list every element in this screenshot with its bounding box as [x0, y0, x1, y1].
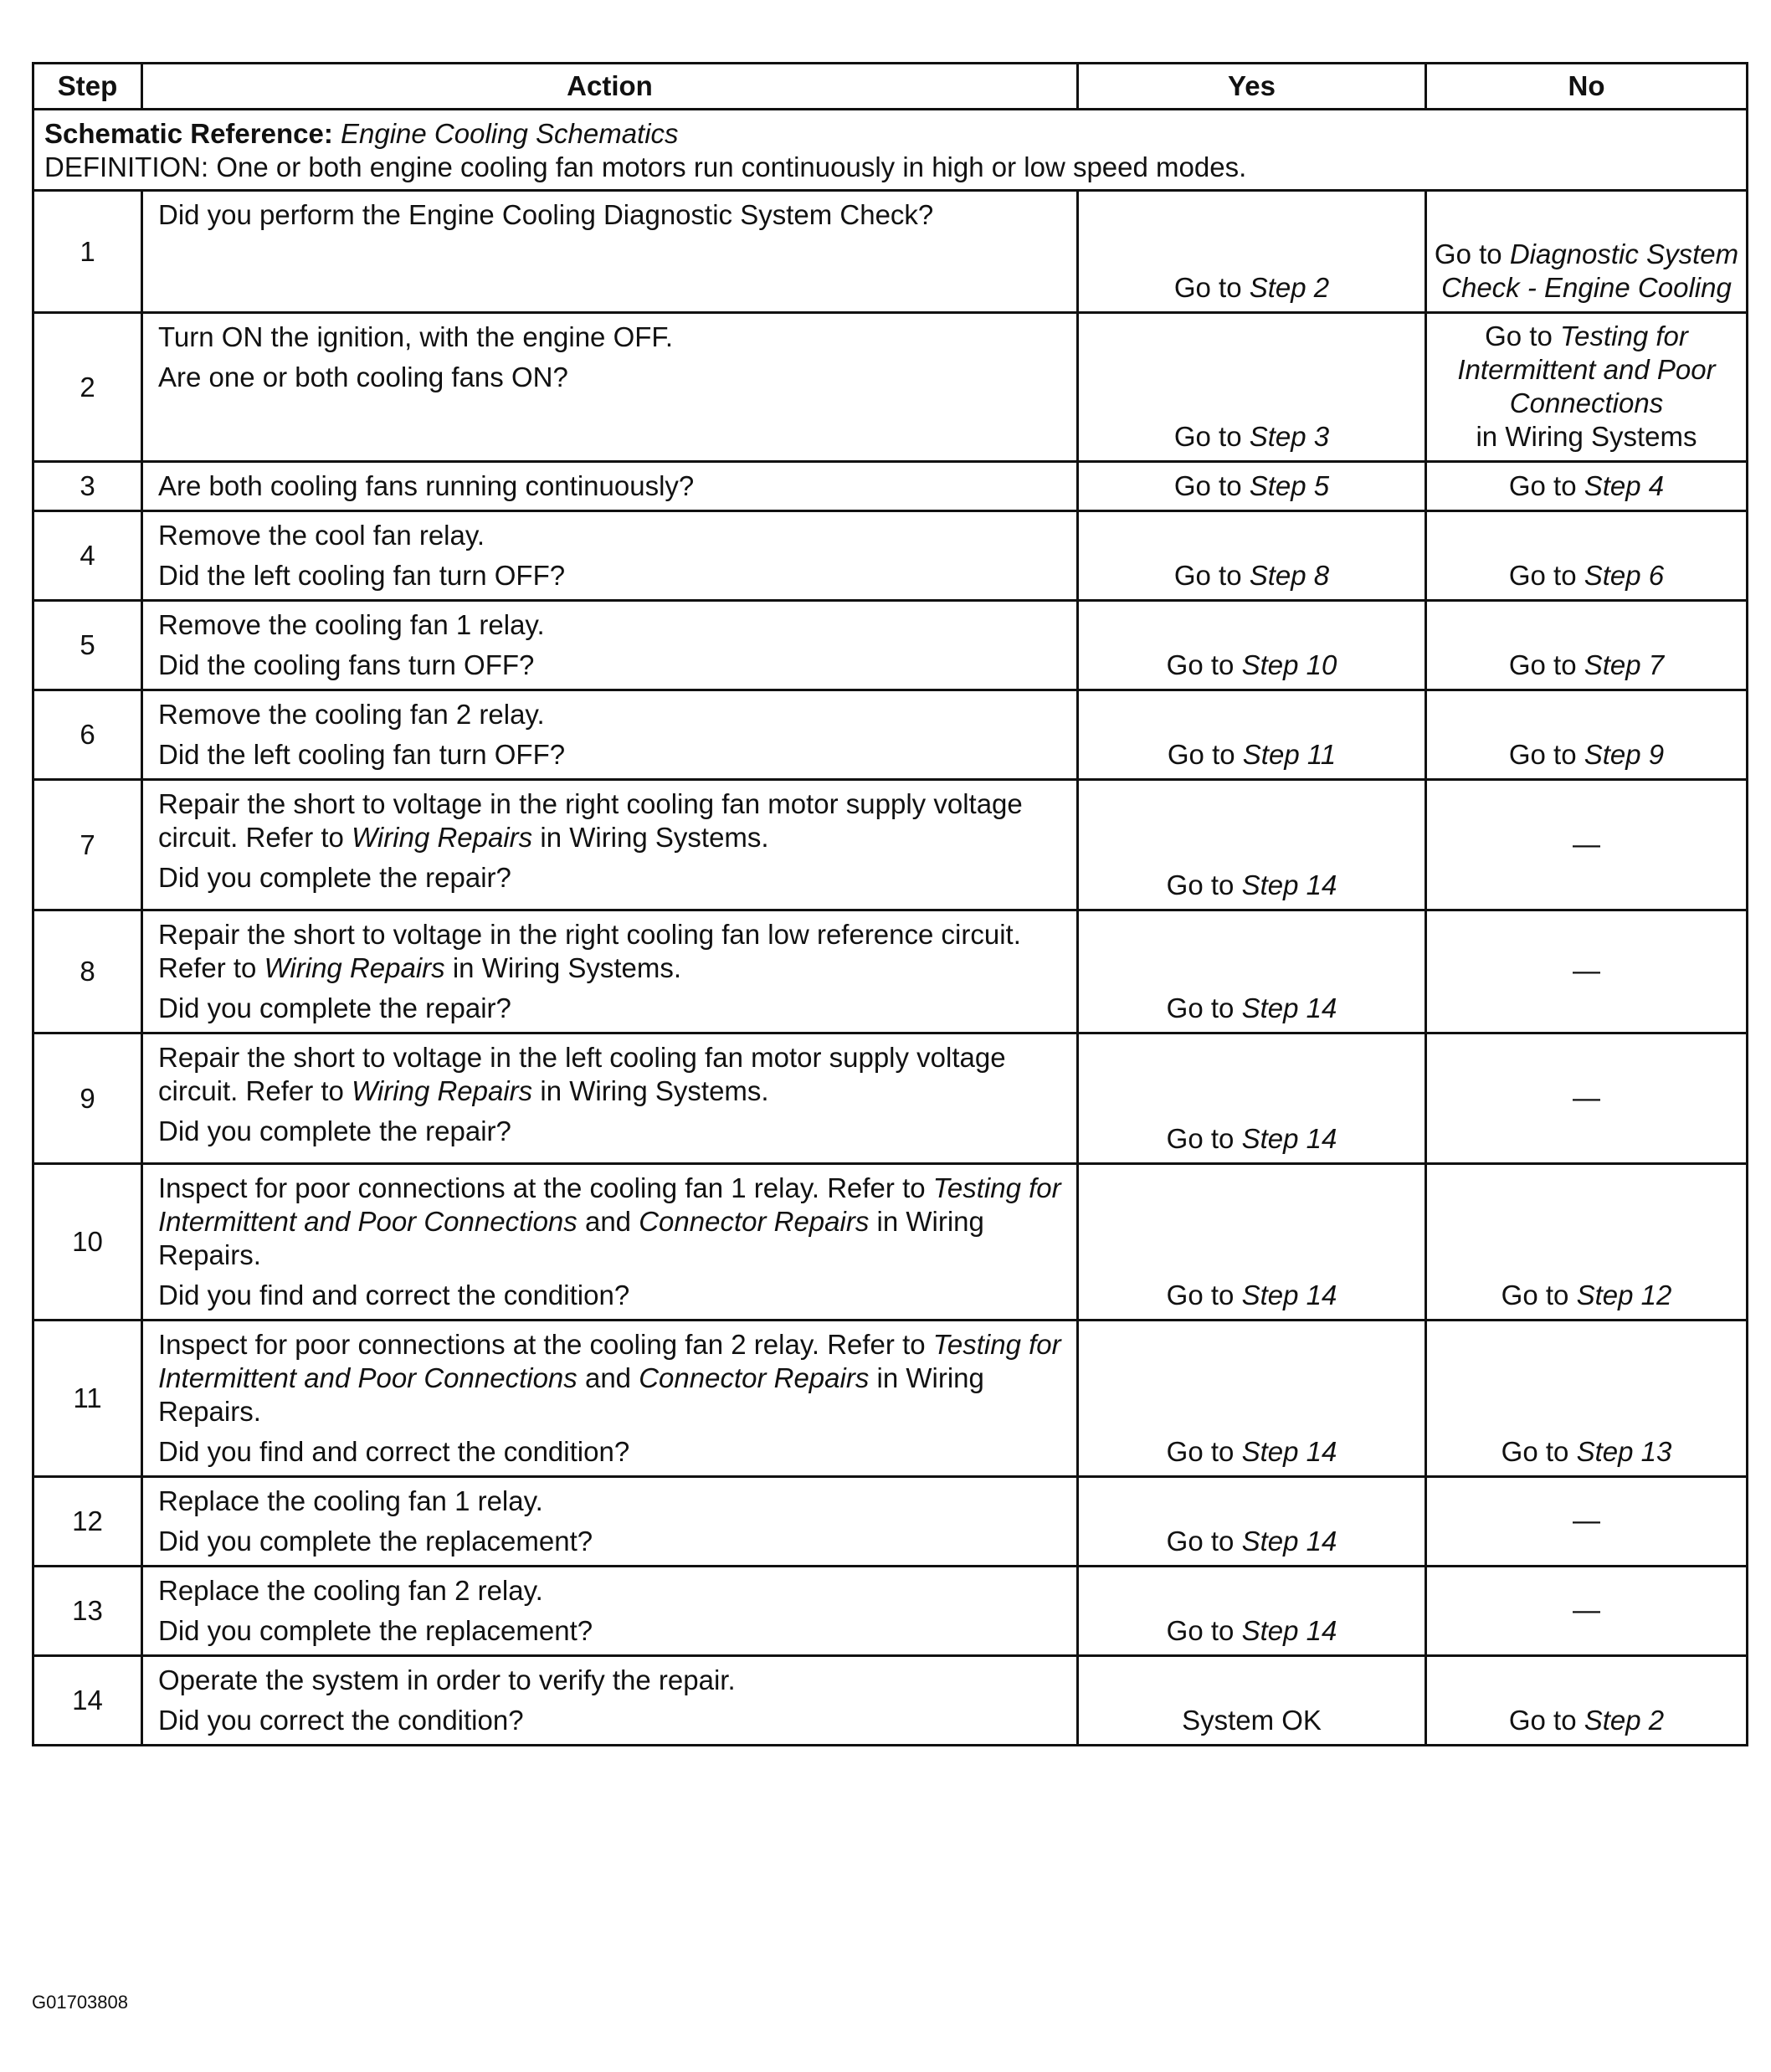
action-text-end: in Wiring Systems. [540, 1075, 769, 1106]
action-cell [142, 191, 1078, 313]
no-step-link[interactable]: Step 2 [1584, 1705, 1665, 1736]
table-row [33, 910, 1748, 1033]
action-cell [142, 1567, 1078, 1656]
action-body [158, 608, 1063, 642]
header-no: No [1426, 64, 1748, 110]
action-body [158, 519, 1063, 552]
action-question: Did the left cooling fan turn OFF? [158, 560, 566, 591]
no-step-link[interactable]: Step 9 [1584, 739, 1665, 770]
step-number: 11 [33, 1321, 142, 1477]
no-cell [1426, 191, 1748, 313]
action-cell [142, 1164, 1078, 1321]
no-step-link[interactable]: Step 6 [1584, 560, 1665, 591]
step-number: 5 [33, 601, 142, 690]
action-reference-2: Connector Repairs [639, 1362, 870, 1393]
no-prefix: Go to [1508, 649, 1577, 680]
yes-prefix: Go to [1166, 1123, 1235, 1154]
action-reference: Wiring Repairs [264, 952, 445, 983]
action-text: Did you perform the Engine Cooling Diagnostic System Check? [158, 199, 934, 230]
no-text: — [1573, 1081, 1600, 1113]
yes-prefix: Go to [1173, 470, 1242, 501]
action-cell [142, 601, 1078, 690]
yes-step-link[interactable]: Step 14 [1241, 1280, 1337, 1310]
action-body [158, 321, 1063, 354]
yes-prefix: Go to [1166, 992, 1235, 1023]
action-text: Replace the cooling fan 2 relay. [158, 1575, 543, 1606]
action-reference: Testing for Intermittent and Poor Connections [158, 1329, 1061, 1393]
no-text: — [1573, 1594, 1600, 1625]
no-step-link[interactable]: Step 12 [1576, 1280, 1672, 1310]
no-text: — [1573, 955, 1600, 986]
yes-prefix: Go to [1166, 1280, 1235, 1310]
action-body [158, 1664, 1063, 1697]
no-suffix: in Wiring Systems [1476, 421, 1697, 452]
action-text-end: in Wiring Repairs. [158, 1206, 984, 1270]
step-number: 10 [33, 1164, 142, 1321]
yes-cell [1078, 462, 1426, 511]
yes-text: System OK [1182, 1705, 1322, 1736]
action-body [158, 1485, 1063, 1518]
action-text-end: in Wiring Systems. [452, 952, 682, 983]
yes-step-link[interactable]: Step 3 [1249, 421, 1330, 452]
step-number: 8 [33, 910, 142, 1033]
action-text: Repair the short to voltage in the right cooling fan motor supply voltage circuit. Refer to [158, 788, 1023, 853]
schematic-reference-value: Engine Cooling Schematics [341, 118, 679, 149]
action-text: Remove the cooling fan 2 relay. [158, 699, 545, 730]
yes-step-link[interactable]: Step 5 [1249, 470, 1330, 501]
step-number: 1 [33, 191, 142, 313]
action-question: Did you complete the replacement? [158, 1526, 593, 1557]
diagnostic-table [32, 62, 1748, 1746]
yes-cell [1078, 1477, 1426, 1567]
header-action: Action [142, 64, 1078, 110]
no-cell [1426, 1477, 1748, 1567]
no-cell [1426, 1567, 1748, 1656]
action-question: Did the left cooling fan turn OFF? [158, 739, 566, 770]
table-row [33, 780, 1748, 910]
no-prefix: Go to [1485, 321, 1553, 351]
table-row [33, 1164, 1748, 1321]
action-question: Did you correct the condition? [158, 1705, 524, 1736]
table-row [33, 690, 1748, 780]
yes-step-link[interactable]: Step 14 [1241, 992, 1337, 1023]
action-question: Did you find and correct the condition? [158, 1280, 630, 1310]
no-cell [1426, 1033, 1748, 1164]
no-cell [1426, 511, 1748, 601]
table-row [33, 1477, 1748, 1567]
action-body [158, 469, 1063, 503]
no-step-link[interactable]: Step 7 [1584, 649, 1665, 680]
no-cell [1426, 690, 1748, 780]
table-row [33, 601, 1748, 690]
action-body [158, 198, 1063, 232]
no-step-link[interactable]: Diagnostic System Check - Engine Cooling [1441, 238, 1739, 303]
action-text: Repair the short to voltage in the right cooling fan low reference circuit. Refer to [158, 919, 1021, 983]
no-prefix: Go to [1508, 739, 1577, 770]
header-row [33, 64, 1748, 110]
action-text: Inspect for poor connections at the cooling fan 1 relay. Refer to [158, 1172, 926, 1203]
action-text: Remove the cooling fan 1 relay. [158, 609, 545, 640]
no-cell [1426, 462, 1748, 511]
step-number: 9 [33, 1033, 142, 1164]
yes-prefix: Go to [1173, 560, 1242, 591]
yes-prefix: Go to [1167, 739, 1235, 770]
action-cell [142, 690, 1078, 780]
action-text: Inspect for poor connections at the cooling fan 2 relay. Refer to [158, 1329, 926, 1360]
action-cell [142, 462, 1078, 511]
action-cell [142, 313, 1078, 462]
action-reference: Testing for Intermittent and Poor Connections [158, 1172, 1061, 1237]
yes-prefix: Go to [1166, 1436, 1235, 1467]
action-question: Did you find and correct the condition? [158, 1436, 630, 1467]
yes-step-link[interactable]: Step 8 [1249, 560, 1330, 591]
no-prefix: Go to [1508, 1705, 1577, 1736]
yes-cell [1078, 1656, 1426, 1746]
no-cell [1426, 601, 1748, 690]
yes-step-link[interactable]: Step 14 [1241, 1123, 1337, 1154]
yes-cell [1078, 1164, 1426, 1321]
step-number: 3 [33, 462, 142, 511]
no-cell [1426, 780, 1748, 910]
yes-step-link[interactable]: Step 14 [1241, 1615, 1337, 1646]
no-prefix: Go to [1501, 1280, 1569, 1310]
yes-prefix: Go to [1166, 869, 1235, 900]
yes-step-link[interactable]: Step 10 [1241, 649, 1337, 680]
action-question: Did you complete the repair? [158, 992, 511, 1023]
yes-cell [1078, 1567, 1426, 1656]
action-text-end: in Wiring Repairs. [158, 1362, 984, 1427]
yes-cell [1078, 690, 1426, 780]
no-prefix: Go to [1508, 560, 1577, 591]
action-reference: Wiring Repairs [352, 822, 533, 853]
action-question: Are one or both cooling fans ON? [158, 362, 568, 392]
action-text: Turn ON the ignition, with the engine OFF. [158, 321, 674, 352]
step-number: 14 [33, 1656, 142, 1746]
no-cell [1426, 1321, 1748, 1477]
action-body [158, 698, 1063, 731]
no-prefix: Go to [1501, 1436, 1569, 1467]
yes-cell [1078, 191, 1426, 313]
table-row [33, 1321, 1748, 1477]
action-body [158, 918, 1063, 985]
yes-step-link[interactable]: Step 2 [1249, 272, 1330, 303]
schematic-reference-label: Schematic Reference: [44, 118, 333, 149]
no-cell [1426, 1164, 1748, 1321]
yes-cell [1078, 780, 1426, 910]
yes-step-link[interactable]: Step 11 [1242, 739, 1337, 770]
yes-cell [1078, 601, 1426, 690]
no-text: — [1573, 828, 1600, 859]
yes-step-link[interactable]: Step 14 [1241, 869, 1337, 900]
yes-cell [1078, 910, 1426, 1033]
step-number: 6 [33, 690, 142, 780]
header-yes: Yes [1078, 64, 1426, 110]
action-cell [142, 910, 1078, 1033]
action-conjunction: and [584, 1362, 632, 1393]
figure-id: G01703808 [32, 1992, 128, 2013]
yes-prefix: Go to [1166, 649, 1235, 680]
action-reference: Wiring Repairs [352, 1075, 533, 1106]
action-cell [142, 1033, 1078, 1164]
yes-step-link[interactable]: Step 14 [1241, 1436, 1337, 1467]
step-number: 4 [33, 511, 142, 601]
action-cell [142, 1656, 1078, 1746]
yes-cell [1078, 1033, 1426, 1164]
table-row [33, 313, 1748, 462]
yes-step-link[interactable]: Step 14 [1241, 1526, 1337, 1557]
no-step-link[interactable]: Testing for Intermittent and Poor Connections [1457, 321, 1716, 418]
no-step-link[interactable]: Step 4 [1584, 470, 1665, 501]
action-body [158, 1574, 1063, 1608]
action-body [158, 1041, 1063, 1108]
reference-row [33, 110, 1748, 191]
table-row [33, 1656, 1748, 1746]
no-cell [1426, 1656, 1748, 1746]
table-row [33, 462, 1748, 511]
yes-prefix: Go to [1173, 272, 1242, 303]
action-conjunction: and [584, 1206, 632, 1237]
table-row [33, 1033, 1748, 1164]
yes-cell [1078, 511, 1426, 601]
action-question: Did you complete the repair? [158, 1115, 511, 1146]
yes-prefix: Go to [1173, 421, 1242, 452]
step-number: 13 [33, 1567, 142, 1656]
no-step-link[interactable]: Step 13 [1576, 1436, 1672, 1467]
step-number: 2 [33, 313, 142, 462]
action-cell [142, 780, 1078, 910]
action-body [158, 1172, 1063, 1272]
no-cell [1426, 910, 1748, 1033]
reference-cell [33, 110, 1748, 191]
action-text-end: in Wiring Systems. [540, 822, 769, 853]
table-row [33, 191, 1748, 313]
action-question: Did you complete the replacement? [158, 1615, 593, 1646]
step-number: 12 [33, 1477, 142, 1567]
no-text: — [1573, 1505, 1600, 1536]
no-prefix: Go to [1508, 470, 1577, 501]
table-row [33, 1567, 1748, 1656]
yes-cell [1078, 1321, 1426, 1477]
action-reference-2: Connector Repairs [639, 1206, 870, 1237]
header-step: Step [33, 64, 142, 110]
action-text: Are both cooling fans running continuously? [158, 470, 695, 501]
table-row [33, 511, 1748, 601]
action-question: Did the cooling fans turn OFF? [158, 649, 535, 680]
no-prefix: Go to [1434, 238, 1502, 269]
action-cell [142, 511, 1078, 601]
action-text: Remove the cool fan relay. [158, 520, 485, 551]
action-text: Replace the cooling fan 1 relay. [158, 1485, 543, 1516]
yes-prefix: Go to [1166, 1615, 1235, 1646]
definition-text: DEFINITION: One or both engine cooling fan motors run continuously in high or low speed modes. [44, 151, 1247, 182]
action-question: Did you complete the repair? [158, 862, 511, 893]
step-number: 7 [33, 780, 142, 910]
yes-cell [1078, 313, 1426, 462]
action-body [158, 1328, 1063, 1428]
action-cell [142, 1321, 1078, 1477]
action-cell [142, 1477, 1078, 1567]
action-text: Operate the system in order to verify the repair. [158, 1664, 736, 1695]
action-text: Repair the short to voltage in the left cooling fan motor supply voltage circuit. Refer to [158, 1042, 1006, 1106]
yes-prefix: Go to [1166, 1526, 1235, 1557]
action-body [158, 787, 1063, 854]
no-cell [1426, 313, 1748, 462]
